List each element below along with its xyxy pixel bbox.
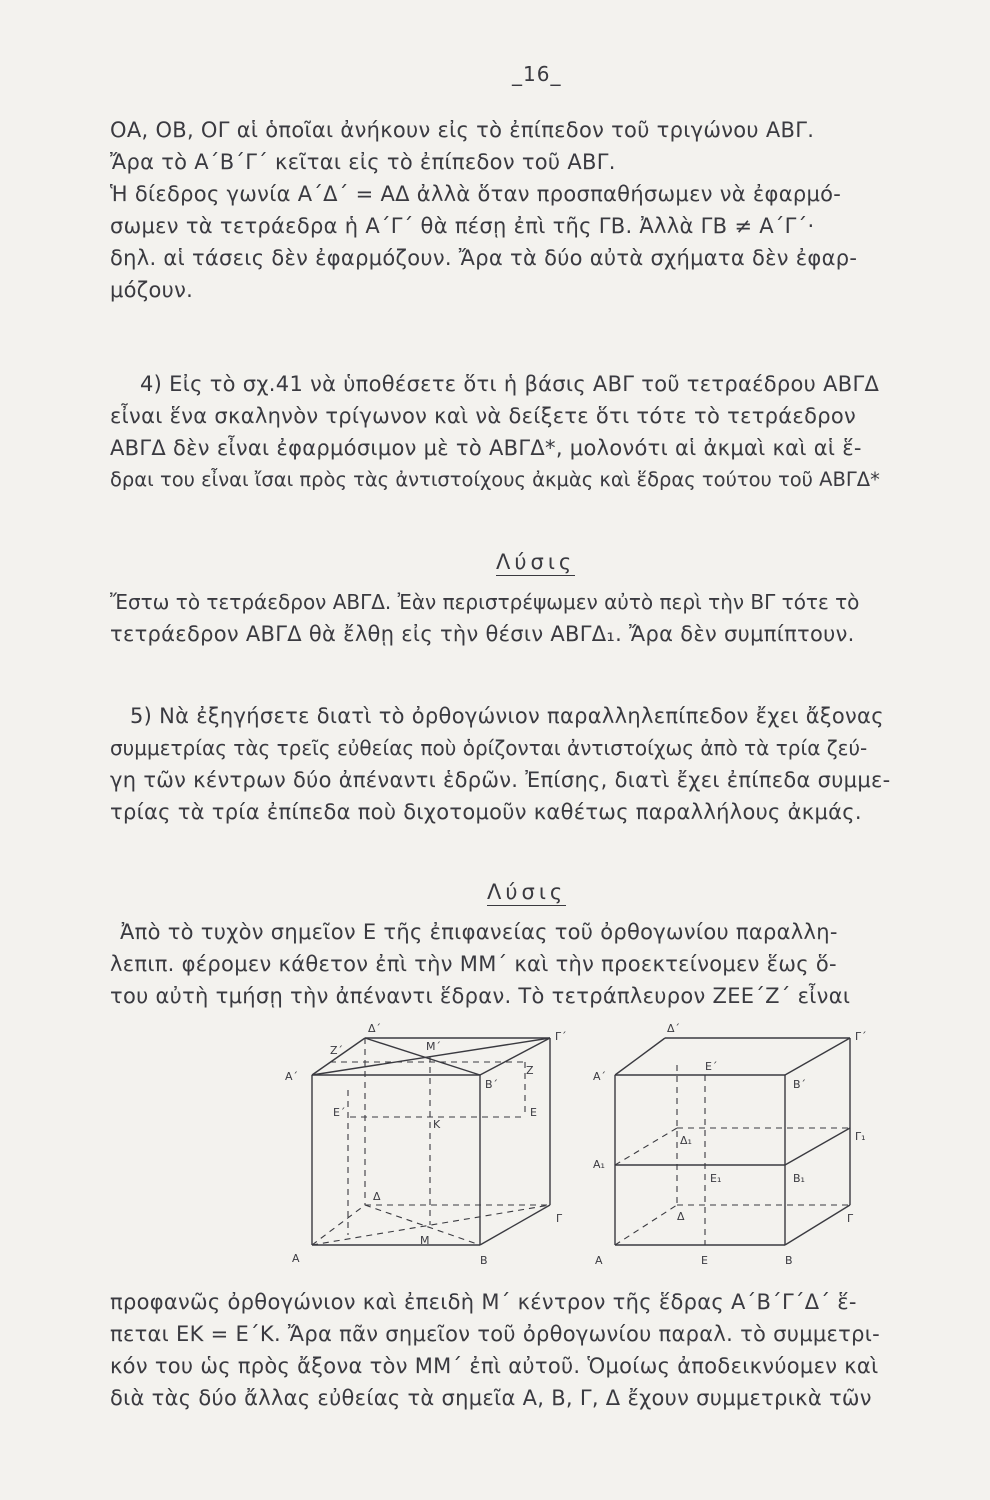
text-line: Ἡ δίεδρος γωνία Α΄Δ΄ = ΑΔ ἀλλὰ ὅταν προσπαθήσωμεν νὰ ἐφαρμό- bbox=[110, 182, 842, 206]
vertex-label: Γ΄ bbox=[555, 1030, 567, 1043]
vertex-label: Γ₁ bbox=[855, 1130, 866, 1143]
vertex-label: Μ bbox=[420, 1234, 430, 1247]
text-line: συμμετρίας τὰς τρεῖς εὐθείας ποὺ ὁρίζονται ἀντιστοίχως ἀπὸ τὰ τρία ζεύ- bbox=[110, 736, 868, 760]
solution-heading: Λύσις bbox=[496, 550, 576, 574]
text-line: του αὐτὴ τμήσῃ τὴν ἀπέναντι ἕδραν. Τὸ τετράπλευρον ΖΕΕ΄Ζ΄ εἶναι bbox=[110, 984, 851, 1008]
text-line: κόν του ὡς πρὸς ἄξονα τὸν ΜΜ΄ ἐπὶ αὐτοῦ. Ὁμοίως ἀποδεικνύομεν καὶ bbox=[110, 1354, 879, 1378]
vertex-label: Δ΄ bbox=[368, 1022, 382, 1035]
vertex-label: Γ bbox=[847, 1212, 854, 1225]
vertex-label: Γ΄ bbox=[855, 1030, 867, 1043]
vertex-label: Κ bbox=[433, 1118, 441, 1131]
text-line: λεπιπ. φέρομεν κάθετον ἐπὶ τὴν ΜΜ΄ καὶ τὴν προεκτείνομεν ἕως ὅ- bbox=[110, 952, 837, 976]
vertex-label: Ζ΄ bbox=[330, 1044, 344, 1057]
figure-1-edges bbox=[312, 1038, 550, 1245]
text-line: Ἀπὸ τὸ τυχὸν σημεῖον Ε τῆς ἐπιφανείας τοῦ ὀρθογωνίου παραλλη- bbox=[120, 920, 838, 944]
text-line: Ἔστω τὸ τετράεδρον ΑΒΓΔ. Ἐὰν περιστρέψωμεν αὐτὸ περὶ τὴν ΒΓ τότε τὸ bbox=[110, 590, 860, 614]
text-line: Ἄρα τὸ Α΄Β΄Γ΄ κεῖται εἰς τὸ ἐπίπεδον τοῦ ΑΒΓ. bbox=[110, 150, 616, 174]
text-line: εἶναι ἕνα σκαληνὸν τρίγωνον καὶ νὰ δείξετε ὅτι τότε τὸ τετράεδρον bbox=[110, 404, 857, 428]
text-line: δραι του εἶναι ἴσαι πρὸς τὰς ἀντιστοίχους ἀκμὰς καὶ ἕδρας τούτου τοῦ ΑΒΓΔ* bbox=[110, 468, 880, 491]
vertex-label: Ε₁ bbox=[710, 1172, 722, 1185]
vertex-label: Δ₁ bbox=[680, 1134, 692, 1147]
text-line: σωμεν τὰ τετράεδρα ἡ Α΄Γ΄ θὰ πέσῃ ἐπὶ τῆς ΓΒ. Ἀλλὰ ΓΒ ≠ Α΄Γ΄· bbox=[110, 214, 815, 238]
vertex-label: Α₁ bbox=[593, 1158, 605, 1171]
vertex-label: Δ bbox=[373, 1190, 381, 1203]
text-line: διὰ τὰς δύο ἄλλας εὐθείας τὰ σημεῖα Α, Β, Γ, Δ ἔχουν συμμετρικὰ τῶν bbox=[110, 1386, 872, 1410]
vertex-label: Α΄ bbox=[285, 1070, 299, 1083]
text-line: τετράεδρον ΑΒΓΔ θὰ ἔλθῃ εἰς τὴν θέσιν ΑΒΓΔ₁. Ἄρα δὲν συμπίπτουν. bbox=[110, 622, 855, 646]
text-line: προφανῶς ὀρθογώνιον καὶ ἐπειδὴ Μ΄ κέντρον τῆς ἕδρας Α΄Β΄Γ΄Δ΄ ἕ- bbox=[110, 1290, 857, 1314]
text-line: ΑΒΓΔ δὲν εἶναι ἐφαρμόσιμον μὲ τὸ ΑΒΓΔ*, μολονότι αἱ ἀκμαὶ καὶ αἱ ἕ- bbox=[110, 436, 862, 460]
page-number: _16_ bbox=[512, 62, 562, 86]
vertex-label: Δ΄ bbox=[667, 1022, 681, 1035]
vertex-label: Ε΄ bbox=[333, 1106, 346, 1119]
exercise-5-line: 5) Νὰ ἐξηγήσετε διατὶ τὸ ὀρθογώνιον παραλληλεπίπεδον ἔχει ἄξονας bbox=[130, 704, 884, 728]
vertex-label: Β΄ bbox=[485, 1078, 499, 1091]
vertex-label: Α΄ bbox=[593, 1070, 607, 1083]
vertex-label: Ε bbox=[701, 1254, 708, 1267]
text-line: ΟΑ, ΟΒ, ΟΓ αἱ ὁποῖαι ἀνήκουν εἰς τὸ ἐπίπεδον τοῦ τριγώνου ΑΒΓ. bbox=[110, 118, 815, 142]
vertex-label: Ζ bbox=[526, 1064, 534, 1077]
text-line: τρίας τὰ τρία ἐπίπεδα ποὺ διχοτομοῦν καθέτως παραλλήλους ἀκμάς. bbox=[110, 800, 862, 824]
vertex-label: Α bbox=[292, 1252, 300, 1265]
vertex-label: Γ bbox=[556, 1212, 563, 1225]
text-line: μόζουν. bbox=[110, 278, 194, 302]
text-line: πεται ΕΚ = Ε΄Κ. Ἄρα πᾶν σημεῖον τοῦ ὀρθογωνίου παραλ. τὸ συμμετρι- bbox=[110, 1322, 881, 1346]
solution-heading: Λύσις bbox=[487, 880, 567, 904]
text-line: δηλ. αἱ τάσεις δὲν ἐφαρμόζουν. Ἄρα τὰ δύο αὐτὰ σχήματα δὲν ἐφαρ- bbox=[110, 246, 858, 270]
figure-parallelepiped-axis bbox=[280, 1020, 580, 1280]
vertex-label: Α bbox=[595, 1254, 603, 1267]
vertex-label: Δ bbox=[677, 1210, 685, 1223]
vertex-label: Β₁ bbox=[793, 1172, 805, 1185]
vertex-label: Β bbox=[785, 1254, 793, 1267]
text-line: γη τῶν κέντρων δύο ἀπέναντι ἑδρῶν. Ἐπίσης, διατὶ ἔχει ἐπίπεδα συμμε- bbox=[110, 768, 891, 792]
exercise-4-line: 4) Εἰς τὸ σχ.41 νὰ ὑποθέσετε ὅτι ἡ βάσις ΑΒΓ τοῦ τετραέδρου ΑΒΓΔ bbox=[140, 372, 880, 396]
vertex-label: Μ΄ bbox=[426, 1040, 441, 1053]
vertex-label: Ε bbox=[530, 1106, 537, 1119]
vertex-label: Ε΄ bbox=[705, 1060, 718, 1073]
vertex-label: Β bbox=[480, 1254, 488, 1267]
vertex-label: Β΄ bbox=[793, 1078, 807, 1091]
figure-parallelepiped-plane bbox=[585, 1020, 885, 1280]
figure-2-edges bbox=[615, 1038, 850, 1245]
